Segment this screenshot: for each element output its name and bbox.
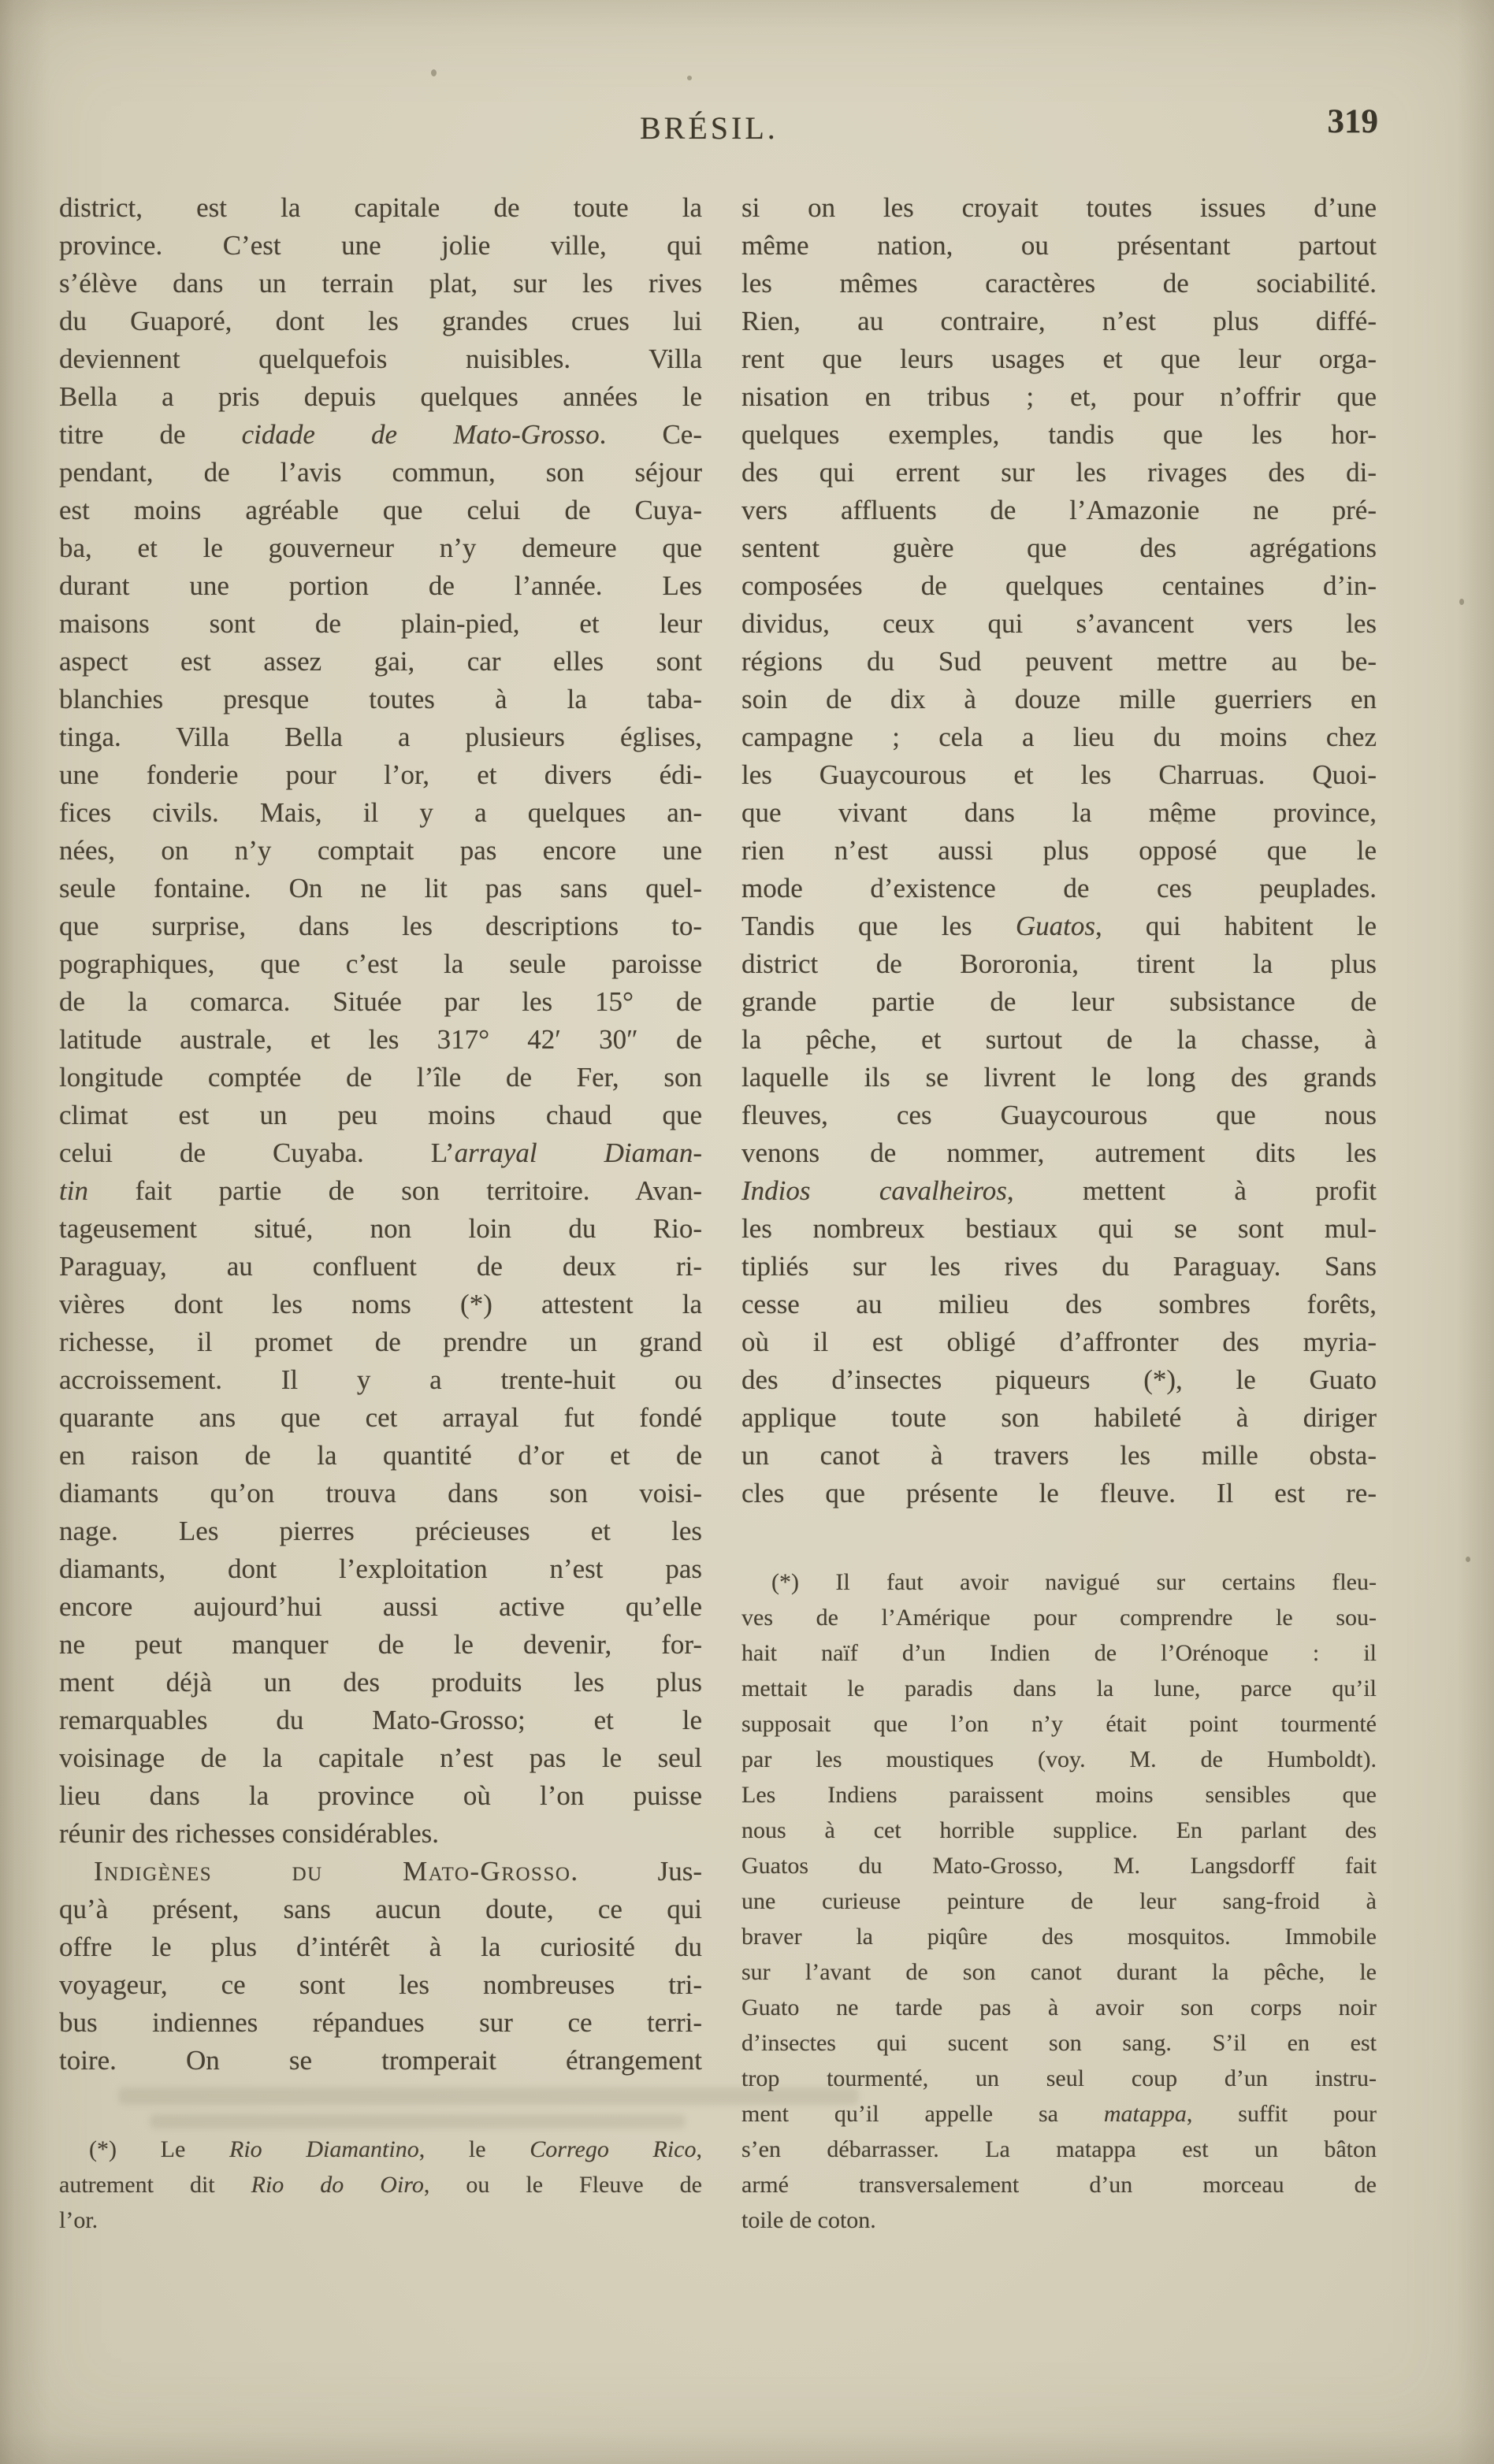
text-segment: applique toute son habileté à diriger	[741, 1402, 1377, 1433]
text-line	[59, 189, 702, 227]
text-segment: la pêche, et surtout de la chasse, à	[741, 1024, 1377, 1055]
text-segment: pographiques, que c’est la seule paroisse	[59, 948, 702, 979]
text-segment: . Ce-	[599, 419, 702, 450]
text-segment: les nombreux bestiaux qui se sont mul-	[741, 1213, 1377, 1244]
text-segment: province. C’est une jolie ville, qui	[59, 230, 702, 261]
text-segment: quelques exemples, tandis que les hor-	[741, 419, 1377, 450]
text-line	[59, 870, 702, 907]
text-line	[741, 1059, 1377, 1097]
text-line	[741, 2132, 1377, 2167]
text-segment: Paraguay, au confluent de deux ri-	[59, 1251, 702, 1282]
text-segment: soin de dix à douze mille guerriers en	[741, 684, 1377, 714]
text-line	[741, 983, 1377, 1021]
text-segment: les mêmes caractères de sociabilité.	[741, 268, 1377, 299]
text-line	[59, 1210, 702, 1248]
text-line	[741, 1475, 1377, 1512]
text-line	[741, 1399, 1377, 1437]
text-line	[59, 718, 702, 756]
text-segment: dividus, ceux qui s’avancent vers les	[741, 608, 1377, 639]
text-line	[741, 1813, 1377, 1848]
text-segment: réunir des richesses considérables.	[59, 1818, 440, 1849]
text-segment: lieu dans la province où l’on puisse	[59, 1780, 702, 1811]
text-line	[59, 2004, 702, 2042]
text-segment: cesse au milieu des sombres forêts,	[741, 1289, 1377, 1319]
text-line	[59, 2042, 702, 2080]
text-segment: longitude comptée de l’île de Fer, son	[59, 1062, 702, 1093]
left-column-footnote	[59, 2132, 702, 2238]
text-line	[741, 529, 1377, 567]
text-line	[741, 1600, 1377, 1635]
text-line	[59, 945, 702, 983]
italic-text: Rio Diamantino	[229, 2136, 419, 2162]
text-line	[59, 1361, 702, 1399]
text-line	[59, 907, 702, 945]
text-line	[59, 1399, 702, 1437]
running-head-title: BRÉSIL.	[640, 110, 779, 146]
text-line	[741, 1848, 1377, 1883]
text-segment: l’or.	[59, 2207, 98, 2233]
text-segment: grande partie de leur subsistance de	[741, 986, 1377, 1017]
page-number: 319	[1327, 103, 1378, 140]
right-column-footnote	[741, 1564, 1377, 2238]
text-segment: par les moustiques (voy. M. de Humboldt).	[741, 1746, 1377, 1772]
text-line	[741, 265, 1377, 302]
text-segment: tinga. Villa Bella a plusieurs églises,	[59, 722, 702, 752]
text-segment: que vivant dans la même province,	[741, 797, 1377, 828]
italic-text: matappa	[1103, 2101, 1187, 2127]
text-line	[59, 2202, 702, 2238]
text-segment: diamants qu’on trouva dans son voisi-	[59, 1478, 702, 1508]
text-line	[59, 1739, 702, 1777]
text-segment: campagne ; cela a lieu du moins chez	[741, 722, 1377, 752]
text-line	[59, 1437, 702, 1475]
text-segment: régions du Sud peuvent mettre au be-	[741, 646, 1377, 677]
paper-speck	[1178, 821, 1182, 825]
text-segment: braver la piqûre des mosquitos. Immobile	[741, 1924, 1377, 1950]
text-segment: bus indiennes répandues sur ce terri-	[59, 2007, 702, 2038]
text-segment: que surprise, dans les descriptions to-	[59, 911, 702, 941]
text-segment: rien n’est aussi plus opposé que le	[741, 835, 1377, 866]
text-segment: nisation en tribus ; et, pour n’offrir que	[741, 381, 1377, 412]
text-line	[59, 1966, 702, 2004]
text-segment: fait partie de son territoire. Avan-	[87, 1175, 702, 1206]
text-segment: , qui habitent le	[1094, 911, 1377, 941]
text-segment: pendant, de l’avis commun, son séjour	[59, 457, 702, 488]
text-line	[741, 2167, 1377, 2202]
text-segment: ne peut manquer de le devenir, for-	[59, 1629, 702, 1660]
text-segment: fleuves, ces Guaycourous que nous	[741, 1100, 1377, 1130]
text-segment: nous à cet horrible supplice. En parlant des	[741, 1817, 1377, 1843]
text-segment: les Guaycourous et les Charruas. Quoi-	[741, 759, 1377, 790]
text-line	[59, 832, 702, 870]
show-through-smudge	[150, 2114, 686, 2128]
text-segment: , le	[418, 2136, 530, 2162]
text-line	[59, 227, 702, 265]
text-line	[59, 1323, 702, 1361]
text-segment: deviennent quelquefois nuisibles. Villa	[59, 343, 702, 374]
text-line	[59, 302, 702, 340]
right-column-body	[741, 189, 1377, 1512]
text-segment: tipliés sur les rives du Paraguay. Sans	[741, 1251, 1377, 1282]
text-line	[59, 1626, 702, 1664]
smallcaps-heading: Indigènes du Mato-Grosso.	[94, 1856, 579, 1887]
text-segment: climat est un peu moins chaud que	[59, 1100, 702, 1130]
text-line	[59, 681, 702, 718]
text-line	[741, 1437, 1377, 1475]
text-segment: hait naïf d’un Indien de l’Orénoque : il	[741, 1640, 1377, 1666]
text-line	[59, 416, 702, 454]
text-line	[59, 340, 702, 378]
text-line	[59, 1853, 702, 1891]
italic-text: Indios cavalheiros	[741, 1175, 1007, 1206]
text-line	[59, 605, 702, 643]
text-segment: venons de nommer, autrement dits les	[741, 1137, 1377, 1168]
text-line	[59, 1059, 702, 1097]
text-line	[741, 2025, 1377, 2061]
text-line	[59, 643, 702, 681]
text-line	[741, 1323, 1377, 1361]
text-line	[59, 1701, 702, 1739]
text-segment: tageusement situé, non loin du Rio-	[59, 1213, 702, 1244]
text-segment: où il est obligé d’affronter des myria-	[741, 1327, 1377, 1357]
text-line	[741, 1021, 1377, 1059]
text-segment: ,	[696, 2136, 702, 2162]
text-line	[59, 1891, 702, 1928]
text-segment: est moins agréable que celui de Cuya-	[59, 495, 702, 525]
text-line	[741, 1248, 1377, 1286]
text-line	[741, 227, 1377, 265]
text-line	[741, 1919, 1377, 1954]
text-segment: rent que leurs usages et que leur orga-	[741, 343, 1377, 374]
text-line	[59, 265, 702, 302]
text-line	[741, 945, 1377, 983]
text-segment: quarante ans que cet arrayal fut fondé	[59, 1402, 702, 1433]
text-line	[59, 1021, 702, 1059]
text-line	[741, 1635, 1377, 1671]
text-line	[59, 378, 702, 416]
text-line	[741, 1210, 1377, 1248]
paper-speck	[1466, 1557, 1470, 1562]
text-line	[59, 1550, 702, 1588]
text-segment: voisinage de la capitale n’est pas le seul	[59, 1742, 702, 1773]
text-line	[741, 340, 1377, 378]
text-segment: vières dont les noms (*) attestent la	[59, 1289, 702, 1319]
text-line	[741, 1172, 1377, 1210]
text-segment: diamants, dont l’exploitation n’est pas	[59, 1553, 702, 1584]
text-segment: fices civils. Mais, il y a quelques an-	[59, 797, 702, 828]
left-column	[59, 189, 702, 2238]
text-segment: s’élève dans un terrain plat, sur les rives	[59, 268, 702, 299]
text-segment: , suffit pour	[1186, 2101, 1377, 2127]
show-through-smudge	[118, 2087, 859, 2105]
text-segment: (*) Il faut avoir navigué sur certains fleu-	[771, 1569, 1377, 1595]
text-line	[59, 1664, 702, 1701]
text-line	[741, 832, 1377, 870]
text-segment: celui de Cuyaba. L’	[59, 1137, 455, 1168]
text-line	[59, 454, 702, 492]
text-line	[59, 2167, 702, 2202]
text-segment: des qui errent sur les rivages des di-	[741, 457, 1377, 488]
text-segment: encore aujourd’hui aussi active qu’elle	[59, 1591, 702, 1622]
text-segment: du Guaporé, dont les grandes crues lui	[59, 306, 702, 336]
text-line	[741, 492, 1377, 529]
text-line	[59, 794, 702, 832]
italic-text: Guatos	[1015, 911, 1095, 941]
text-line	[741, 2202, 1377, 2238]
text-segment: nées, on n’y comptait pas encore une	[59, 835, 702, 866]
right-column	[741, 189, 1377, 2238]
text-segment: district de Bororonia, tirent la plus	[741, 948, 1377, 979]
text-segment: armé transversalement d’un morceau de	[741, 2172, 1377, 2198]
text-line	[741, 870, 1377, 907]
text-line	[741, 416, 1377, 454]
text-segment: ba, et le gouverneur n’y demeure que	[59, 533, 702, 563]
text-line	[741, 794, 1377, 832]
text-segment: blanchies presque toutes à la taba-	[59, 684, 702, 714]
text-line	[59, 1777, 702, 1815]
text-segment: ves de l’Amérique pour comprendre le sou-	[741, 1605, 1377, 1631]
text-line	[59, 1815, 702, 1853]
paper-speck	[431, 69, 437, 76]
text-segment: sur l’avant de son canot durant la pêche, le	[741, 1959, 1377, 1985]
text-segment: Jus-	[578, 1856, 702, 1887]
text-segment: des d’insectes piqueurs (*), le Guato	[741, 1364, 1377, 1395]
text-line	[59, 1134, 702, 1172]
text-segment: qu’à présent, sans aucun doute, ce qui	[59, 1894, 702, 1924]
text-line	[59, 529, 702, 567]
text-line	[741, 1286, 1377, 1323]
text-segment: voyageur, ce sont les nombreuses tri-	[59, 1969, 702, 2000]
italic-text: Corrego Rico	[530, 2136, 697, 2162]
italic-text: tin	[59, 1175, 88, 1206]
text-segment: vers affluents de l’Amazonie ne pré-	[741, 495, 1377, 525]
text-segment: cles que présente le fleuve. Il est re-	[741, 1478, 1377, 1508]
text-line	[741, 1361, 1377, 1399]
text-segment: laquelle ils se livrent le long des grands	[741, 1062, 1377, 1093]
text-segment: Tandis que les	[741, 911, 1016, 941]
text-segment: toile de coton.	[741, 2207, 876, 2233]
left-column-body	[59, 189, 702, 2080]
text-line	[741, 1564, 1377, 1600]
text-segment: aspect est assez gai, car elles sont	[59, 646, 702, 677]
text-line	[59, 1097, 702, 1134]
text-segment: un canot à travers les mille obsta-	[741, 1440, 1377, 1471]
text-line	[741, 302, 1377, 340]
text-segment: Rien, au contraire, n’est plus diffé-	[741, 306, 1377, 336]
text-segment: s’en débarrasser. La matappa est un bâton	[741, 2136, 1377, 2162]
text-segment: en raison de la quantité d’or et de	[59, 1440, 702, 1471]
text-line	[741, 681, 1377, 718]
text-line	[741, 718, 1377, 756]
text-line	[59, 983, 702, 1021]
text-segment: Guatos du Mato-Grosso, M. Langsdorff fait	[741, 1853, 1377, 1879]
text-segment: offre le plus d’intérêt à la curiosité du	[59, 1931, 702, 1962]
text-line	[741, 1097, 1377, 1134]
text-line	[59, 567, 702, 605]
text-segment: , ou le Fleuve de	[423, 2172, 702, 2198]
text-line	[741, 1706, 1377, 1742]
text-line	[59, 492, 702, 529]
text-segment: supposait que l’on n’y était point tourmenté	[741, 1711, 1377, 1737]
italic-text: arrayal Diaman-	[454, 1137, 702, 1168]
italic-text: cidade de Mato-Grosso	[241, 419, 600, 450]
text-segment: district, est la capitale de toute la	[59, 192, 702, 223]
text-line	[59, 756, 702, 794]
text-segment: latitude australe, et les 317° 42′ 30″ de	[59, 1024, 702, 1055]
text-segment: ment déjà un des produits les plus	[59, 1667, 702, 1698]
text-segment: maisons sont de plain-pied, et leur	[59, 608, 702, 639]
text-line	[59, 1475, 702, 1512]
text-segment: durant une portion de l’année. Les	[59, 570, 702, 601]
text-segment: (*) Le	[89, 2136, 230, 2162]
paper-speck	[1459, 599, 1464, 605]
text-line	[741, 907, 1377, 945]
text-line	[741, 643, 1377, 681]
text-line	[741, 454, 1377, 492]
text-line	[59, 1512, 702, 1550]
text-line	[59, 1928, 702, 1966]
text-segment: ment qu’il appelle sa	[741, 2101, 1104, 2127]
italic-text: Rio do Oiro	[251, 2172, 424, 2198]
text-line	[741, 756, 1377, 794]
text-segment: mode d’existence de ces peuplades.	[741, 873, 1377, 904]
text-line	[59, 1588, 702, 1626]
text-line	[741, 1742, 1377, 1777]
text-segment: sentent guère que des agrégations	[741, 533, 1377, 563]
text-line	[741, 378, 1377, 416]
text-segment: d’insectes qui sucent son sang. S’il en est	[741, 2030, 1377, 2056]
text-line	[59, 1172, 702, 1210]
text-line	[741, 605, 1377, 643]
text-line	[741, 1777, 1377, 1813]
paper-speck	[687, 76, 692, 80]
text-line	[741, 189, 1377, 227]
text-segment: autrement dit	[59, 2172, 251, 2198]
text-segment: remarquables du Mato-Grosso; et le	[59, 1705, 702, 1735]
text-segment: une curieuse peinture de leur sang-froid à	[741, 1888, 1377, 1914]
text-segment: trop tourmenté, un seul coup d’un instru-	[741, 2065, 1377, 2091]
text-line	[741, 1954, 1377, 1990]
text-line	[741, 1134, 1377, 1172]
text-segment: , mettent à profit	[1006, 1175, 1377, 1206]
text-segment: accroissement. Il y a trente-huit ou	[59, 1364, 702, 1395]
text-line	[741, 1671, 1377, 1706]
text-line	[59, 1286, 702, 1323]
text-segment: composées de quelques centaines d’in-	[741, 570, 1377, 601]
text-line	[741, 1883, 1377, 1919]
text-segment: Bella a pris depuis quelques années le	[59, 381, 702, 412]
text-segment: seule fontaine. On ne lit pas sans quel-	[59, 873, 702, 904]
text-segment: toire. On se tromperait étrangement	[59, 2045, 702, 2076]
text-segment: même nation, ou présentant partout	[741, 230, 1377, 261]
text-segment: richesse, il promet de prendre un grand	[59, 1327, 702, 1357]
text-segment: titre de	[59, 419, 242, 450]
text-segment: mettait le paradis dans la lune, parce qu’il	[741, 1675, 1377, 1701]
text-line	[59, 2132, 702, 2167]
text-segment: si on les croyait toutes issues d’une	[741, 192, 1377, 223]
text-line	[741, 567, 1377, 605]
text-line	[741, 1990, 1377, 2025]
text-segment: Guato ne tarde pas à avoir son corps noir	[741, 1995, 1377, 2021]
text-segment: Les Indiens paraissent moins sensibles que	[741, 1782, 1377, 1808]
text-segment: nage. Les pierres précieuses et les	[59, 1516, 702, 1546]
text-line	[59, 1248, 702, 1286]
text-segment: de la comarca. Située par les 15° de	[59, 986, 702, 1017]
text-segment: une fonderie pour l’or, et divers édi-	[59, 759, 702, 790]
